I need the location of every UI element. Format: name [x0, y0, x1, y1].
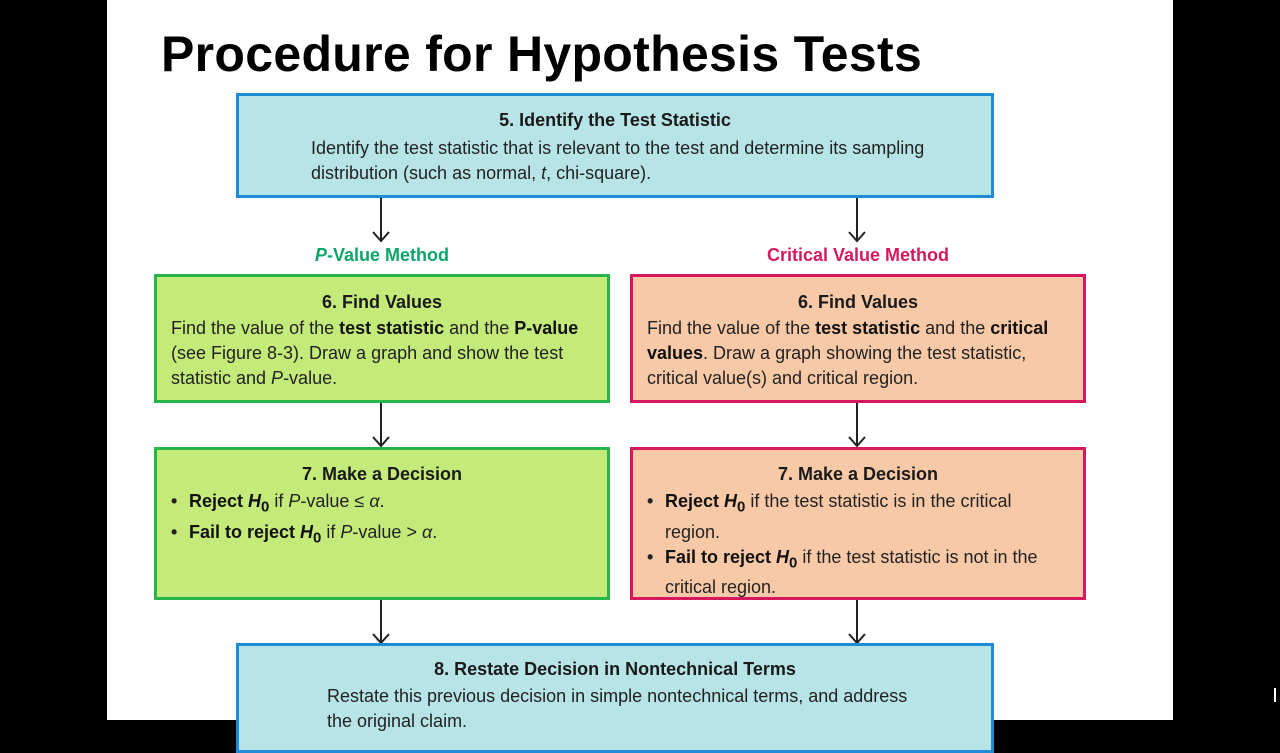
pvalue-step7-box	[154, 447, 610, 600]
slide	[107, 0, 1173, 731]
critical-method-label: Critical Value Method	[766, 245, 950, 265]
critical-step6-text: Find the value of the	[647, 318, 816, 338]
pvalue-step6-body	[171, 316, 591, 391]
h-subscript: 0	[737, 498, 746, 516]
arrow-down-icon	[371, 600, 391, 644]
step5-body-a: Identify the test statistic that is relevant to the test and determine its sampling distribution (such as normal,	[311, 138, 925, 183]
step5-box	[236, 93, 994, 198]
bullet-bold: Fail to reject	[665, 546, 777, 567]
list-item	[647, 489, 1067, 545]
bullet-text: .	[432, 521, 438, 542]
critical-step6-body	[647, 316, 1075, 391]
critical-step7-box	[630, 447, 1086, 600]
pvalue-step6-italic: P	[271, 368, 284, 388]
critical-step6-title: 6. Find Values	[797, 292, 919, 312]
alpha-symbol: α	[369, 491, 380, 511]
step5-title: 5. Identify the Test Statistic	[499, 110, 731, 130]
arrow-down-icon	[371, 198, 391, 242]
step5-body	[311, 136, 971, 186]
bullet-text: if the test statistic is not in the critical region.	[665, 546, 1038, 598]
h-subscript: 0	[261, 498, 270, 516]
list-item	[647, 545, 1067, 601]
p-symbol: P	[340, 521, 353, 542]
pvalue-step6-title: 6. Find Values	[321, 292, 443, 312]
page-title: Procedure for Hypothesis Tests	[161, 26, 923, 82]
p-symbol: P	[288, 491, 301, 511]
critical-step7-title: 7. Make a Decision	[777, 464, 939, 484]
pvalue-method-rest: -Value Method	[327, 245, 450, 265]
pvalue-method-p: P	[314, 245, 327, 265]
bullet-bold: Fail to reject	[189, 521, 301, 542]
h-symbol: H	[248, 491, 262, 511]
pvalue-step6-text: Find the value of the	[171, 318, 340, 338]
list-item	[171, 489, 591, 520]
pvalue-step6-text: -value.	[283, 368, 338, 388]
bullet-text: -value ≤	[300, 491, 370, 511]
bullet-text: if	[321, 521, 341, 542]
pvalue-step6-bold: test statistic	[339, 318, 445, 338]
h-symbol: H	[776, 546, 790, 567]
h-subscript: 0	[789, 554, 798, 572]
step5-body-b: , chi-square).	[546, 163, 652, 183]
h-subscript: 0	[313, 529, 322, 547]
pvalue-step6-text: (see Figure 8-3). Draw a graph and show the test statistic and	[171, 343, 564, 388]
bullet-text: if	[269, 491, 289, 511]
h-symbol: H	[300, 521, 314, 542]
step8-box	[236, 643, 994, 753]
step8-title: 8. Restate Decision in Nontechnical Terms	[434, 659, 796, 679]
pvalue-step7-title: 7. Make a Decision	[301, 464, 463, 484]
critical-step6-bold: critical values	[647, 318, 1049, 363]
arrow-down-icon	[847, 403, 867, 447]
bullet-text: -value >	[352, 521, 422, 542]
bullet-bold: Reject	[189, 491, 249, 511]
cursor-icon	[1274, 688, 1279, 702]
arrow-down-icon	[847, 198, 867, 242]
critical-step7-list	[647, 489, 1067, 600]
step5-body-t: t	[541, 163, 547, 183]
h-symbol: H	[724, 491, 738, 511]
alpha-symbol: α	[421, 521, 433, 542]
pvalue-step7-list	[171, 489, 591, 550]
bullet-text: if the test statistic is in the critical region.	[665, 491, 1012, 542]
pvalue-method-label	[254, 245, 510, 266]
arrow-down-icon	[371, 403, 391, 447]
critical-step6-box	[630, 274, 1086, 403]
pvalue-step6-bold: P-value	[514, 318, 579, 338]
critical-step6-bold: test statistic	[815, 318, 921, 338]
step8-body: Restate this previous decision in simple nontechnical terms, and address the original claim.	[327, 686, 908, 731]
bullet-bold: Reject	[665, 491, 725, 511]
arrow-down-icon	[847, 600, 867, 644]
list-item	[171, 520, 591, 551]
critical-step6-text: . Draw a graph showing the test statistic, critical value(s) and critical region.	[647, 343, 1027, 388]
bullet-text: .	[379, 491, 385, 511]
critical-step6-text: and the	[920, 318, 991, 338]
pvalue-step6-box	[154, 274, 610, 403]
pvalue-step6-text: and the	[444, 318, 515, 338]
